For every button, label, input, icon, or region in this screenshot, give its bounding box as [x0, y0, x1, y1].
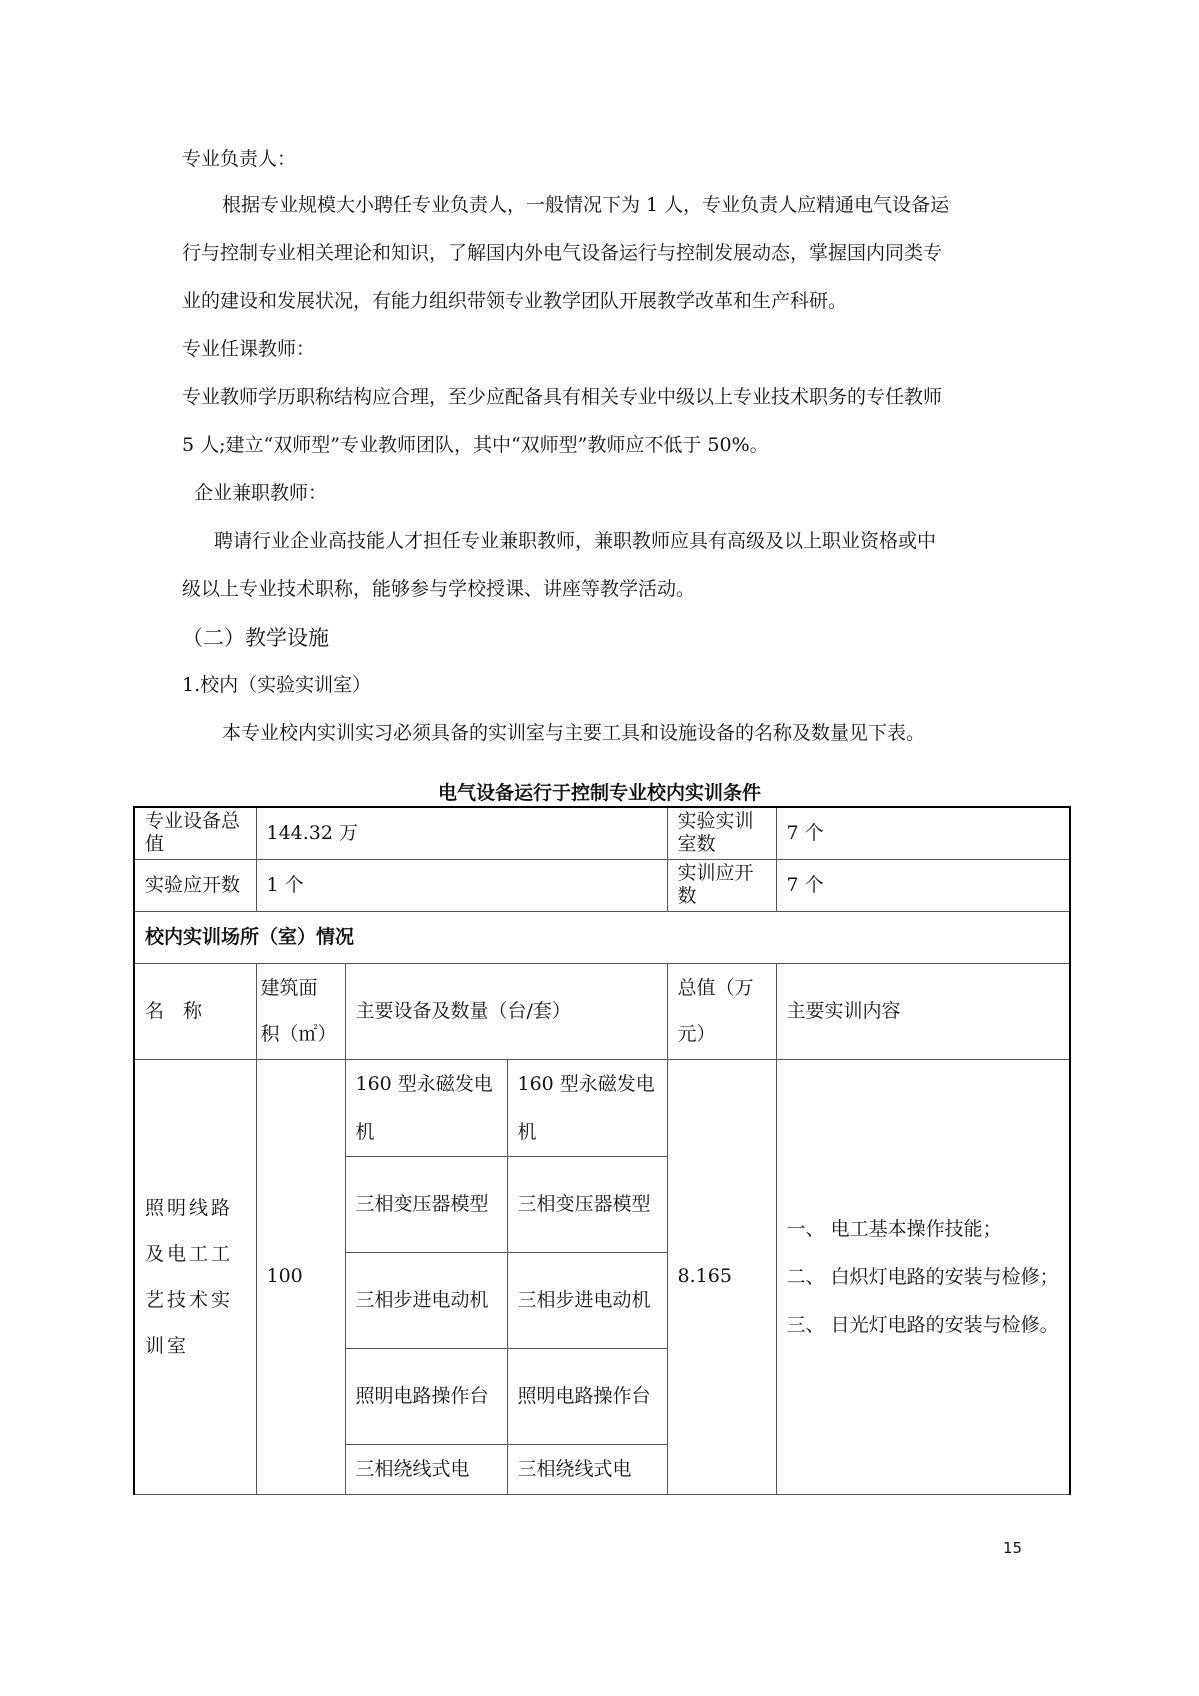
- equipment-item: 三相绕线式电: [345, 1444, 507, 1494]
- para-heading-lead: 专业负责人：: [182, 148, 297, 170]
- section-heading-facilities: （二）教学设施: [182, 626, 329, 650]
- room-area: 100: [256, 1059, 345, 1494]
- equipment-item: 160 型永磁发电机: [345, 1059, 507, 1156]
- training-content-item: 三、 日光灯电路的安装与检修。: [786, 1313, 1059, 1336]
- equipment-item: 三相步进电动机: [345, 1252, 507, 1348]
- value-exp-open: 1 个: [256, 859, 667, 911]
- para-parttime-line2: 级以上专业技术职称，能够参与学校授课、讲座等教学活动。: [182, 578, 696, 600]
- para-heading-parttime: 企业兼职教师：: [194, 482, 328, 504]
- equipment-item: 照明电路操作台: [345, 1348, 507, 1444]
- value-total-value: 144.32 万: [256, 807, 667, 859]
- training-conditions-table-main: [133, 806, 1071, 1495]
- equipment-item: 三相步进电动机: [507, 1252, 667, 1348]
- para-heading-teachers: 专业任课教师：: [182, 338, 316, 360]
- para-lead-line1: 根据专业规模大小聘任专业负责人，一般情况下为 1 人，专业负责人应精通电气设备运: [222, 194, 950, 216]
- subsection-heading-campus: 1.校内（实验实训室）: [182, 674, 372, 696]
- value-lab-count: 7 个: [776, 807, 1070, 859]
- col-header-content: 主要实训内容: [776, 963, 1070, 1059]
- page-number: 15: [1003, 1539, 1023, 1557]
- para-parttime-line1: 聘请行业企业高技能人才担任专业兼职教师，兼职教师应具有高级及以上职业资格或中: [214, 530, 937, 552]
- label-lab-count: 实验实训室数: [667, 807, 776, 859]
- value-train-open: 7 个: [776, 859, 1070, 911]
- training-content-item: 二、 白炽灯电路的安装与检修；: [786, 1265, 1059, 1288]
- room-name: 照明线路及电工工艺技术实训室: [134, 1059, 256, 1494]
- section-header-row: 校内实训场所（室）情况: [134, 911, 1070, 963]
- table-caption: 电气设备运行于控制专业校内实训条件: [437, 782, 761, 804]
- room-training-content: [776, 1059, 1070, 1494]
- label-exp-open: 实验应开数: [134, 859, 256, 911]
- equipment-item: 160 型永磁发电机: [507, 1059, 667, 1156]
- col-header-equipment: 主要设备及数量（台/套）: [345, 963, 667, 1059]
- room-total-value: 8.165: [667, 1059, 776, 1494]
- para-lead-line2: 行与控制专业相关理论和知识，了解国内外电气设备运行与控制发展动态，掌握国内同类专: [182, 242, 943, 264]
- equipment-item: 三相变压器模型: [507, 1156, 667, 1252]
- col-header-total: 总值（万元）: [667, 963, 776, 1059]
- para-facilities-intro: 本专业校内实训实习必须具备的实训室与主要工具和设施设备的名称及数量见下表。: [222, 722, 926, 744]
- para-lead-line3: 业的建设和发展状况，有能力组织带领专业教学团队开展教学改革和生产科研。: [182, 290, 848, 312]
- equipment-item: 三相变压器模型: [345, 1156, 507, 1252]
- label-train-open: 实训应开数: [667, 859, 776, 911]
- col-header-area: 建筑面积（㎡）: [256, 963, 345, 1059]
- para-teachers-line1: 专业教师学历职称结构应合理，至少应配备具有相关专业中级以上专业技术职务的专任教师: [182, 386, 943, 408]
- col-header-name: 名 称: [134, 963, 256, 1059]
- equipment-item: 照明电路操作台: [507, 1348, 667, 1444]
- equipment-item: 三相绕线式电: [507, 1444, 667, 1494]
- training-content-item: 一、 电工基本操作技能；: [786, 1217, 1002, 1240]
- para-teachers-line2: 5 人;建立“双师型”专业教师团队，其中“双师型”教师应不低于 50%。: [182, 434, 769, 456]
- label-total-value: 专业设备总值: [134, 807, 256, 859]
